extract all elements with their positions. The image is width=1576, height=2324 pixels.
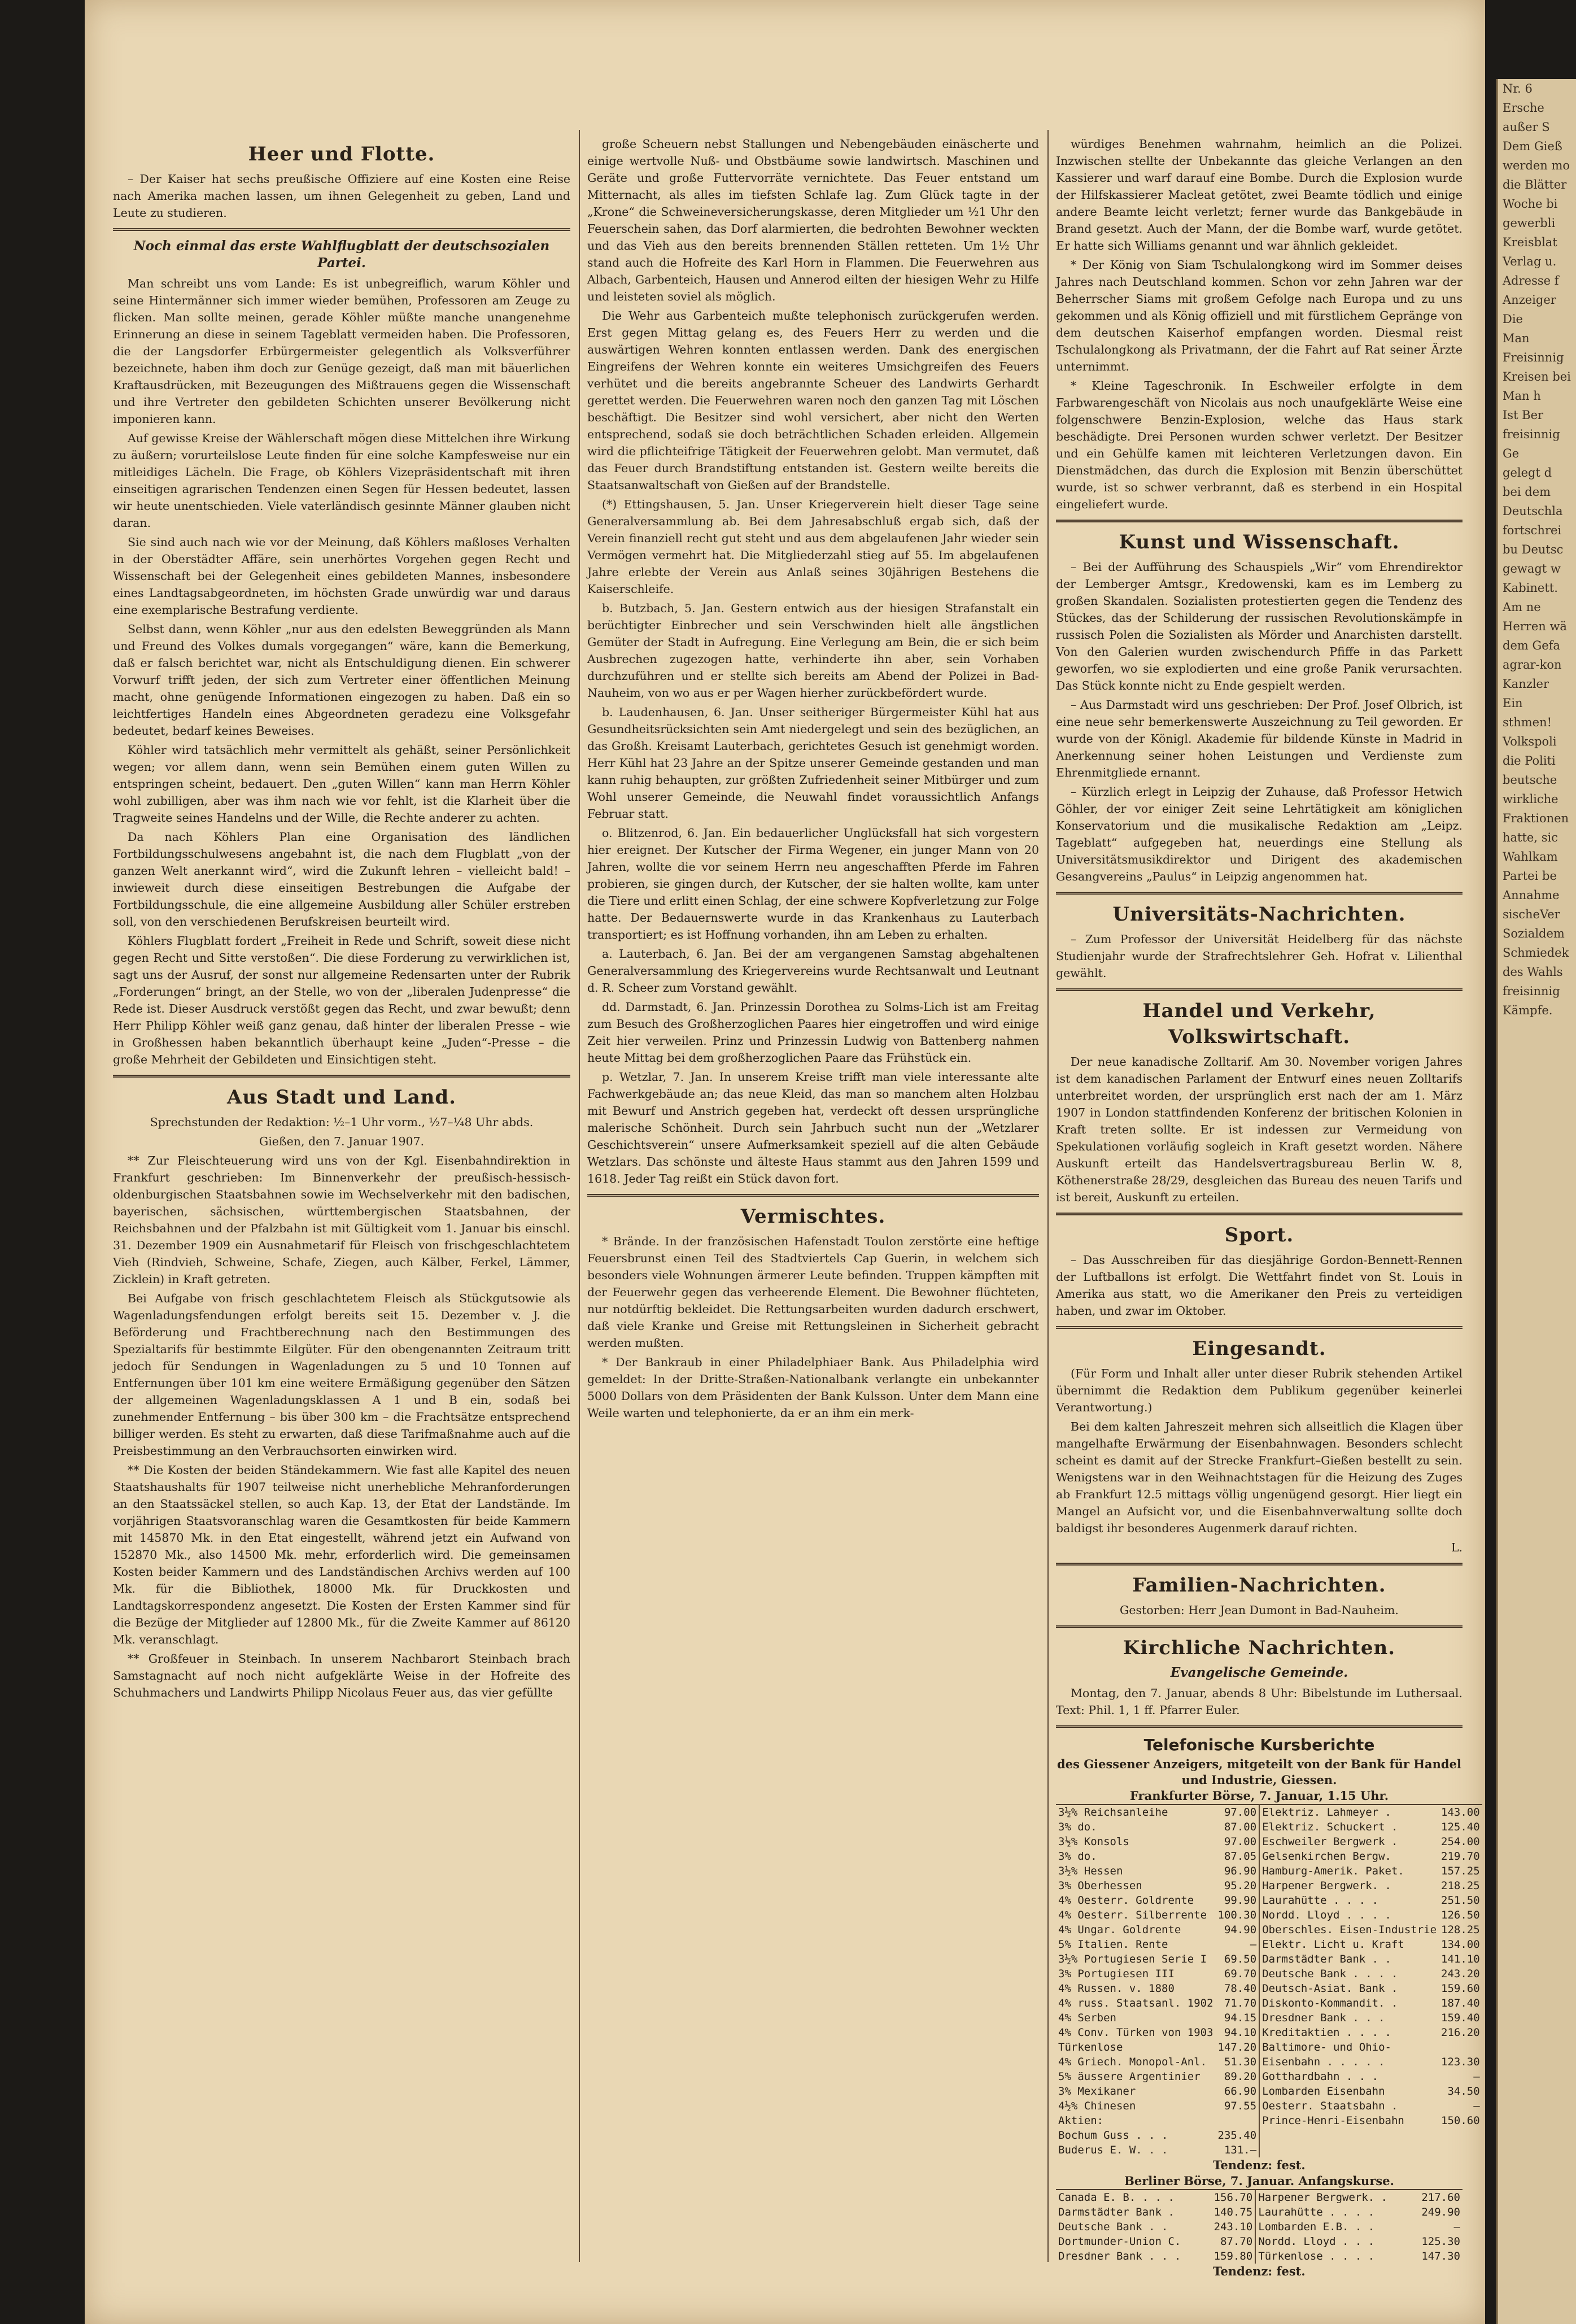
rate-value: 69.50 [1216, 1952, 1260, 1967]
security-name: Darmstädter Bank . . [1262, 1953, 1391, 1965]
security-name: Nordd. Lloyd . . . . [1262, 1909, 1391, 1921]
section-heading-vermischtes: Vermischtes. [740, 1205, 886, 1228]
security-name: 4½% Chinesen [1058, 2100, 1136, 2112]
security-name: Dresdner Bank . . . [1262, 2012, 1385, 2024]
security-name: 4% Russen. v. 1880 [1058, 1982, 1175, 1995]
security-name: Nordd. Lloyd . . . [1258, 2235, 1375, 2248]
strip-fragment: Man [1503, 332, 1530, 345]
security-name: 4% Oesterr. Goldrente [1058, 1894, 1194, 1907]
strip-fragment: Nr. 6 [1503, 82, 1533, 95]
divider [1056, 1326, 1463, 1329]
security-name: Eisenbahn . . . . . [1262, 2056, 1385, 2068]
rate-value: 159.40 [1441, 2012, 1480, 2024]
strip-fragment: Verlag u. [1503, 255, 1557, 268]
security-name: Buderus E. W. . . [1058, 2144, 1168, 2156]
paragraph: * Der König von Siam Tschulalongkong wird im Sommer deises Jahres nach Deutschland kommen. Schon vor zehn Jahren war der Beherrscher Siams mit großem Gefolge nach Europa und zu uns gekommen und als König offiziell und mit fürstlichem Gepränge von dem deutschen Kaiserhof empfangen worden. Diesmal reist Tschulalongkong als Privatmann, der die Fahrt auf Rat seiner Ärzte unternimmt. [1056, 258, 1463, 373]
rate-value: 95.20 [1216, 1878, 1260, 1893]
strip-fragment: Deutschla [1503, 504, 1563, 518]
rate-value: 150.60 [1441, 2114, 1480, 2127]
column-2 [587, 136, 1039, 2256]
security-name [1259, 2128, 1439, 2143]
security-name: Darmstädter Bank . [1058, 2206, 1175, 2218]
paragraph: Sie sind auch nach wie vor der Meinung, daß Köhlers maßloses Verhalten in der Oberstädter Affäre, sein unerhörtes Vorgehen gegen Recht und Wissenschaft bei der Gelegenheit eines gebildeten Mannes, insbesondere eines Landtagsabgeordneten, im höchsten Grade unwürdig war und daraus eine exemplarische Bestrafung verdiente. [113, 535, 570, 617]
rate-value: 159.80 [1204, 2249, 1256, 2264]
rate-row [1056, 1849, 1482, 1864]
security-name: Oberschles. Eisen-Industrie [1262, 1924, 1437, 1936]
rate-value: 97.00 [1216, 1804, 1260, 1820]
strip-fragment: die Politi [1503, 754, 1556, 768]
strip-fragment: Ein [1503, 696, 1523, 710]
paragraph: Die Wehr aus Garbenteich mußte telephonisch zurückgerufen werden. Erst gegen Mittag gelang es, des Feuers Herr zu werden und die auswärtigen Wehren konnten entlassen werden. Dank des energischen Eingreifens der Wehren konnte ein weiteres Umsichgreifen des Feuers verhütet und die bereits angebrannte Scheuer des Landwirts Gerhardt gerettet werden. Die Feuerwehren waren noch den ganzen Tag mit Löschen beschäftigt. Die Besitzer sind wohl versichert, aber nicht den Werten entsprechend, sodaß sie doch beträchtlichen Schaden erleiden. Allgemein wird die pflichteifrige Tätigkeit der Feuerwehren gelobt. Man vermutet, daß das Feuer durch Brandstiftung entstanden ist. Gestern weilte bereits die Staatsanwaltschaft von Gießen auf der Brandstelle. [587, 309, 1039, 492]
strip-fragment: werden mo [1503, 159, 1570, 172]
berlin-tendenz: Tendenz: fest. [1213, 2264, 1306, 2278]
strip-fragment: gewagt w [1503, 562, 1561, 575]
paragraph: ** Zur Fleischteuerung wird uns von der Kgl. Eisenbahndirektion in Frankfurt geschrieben: Im Binnenverkehr der preußisch-hessisch-oldenburgischen Staatsbahnen sowie im Wechselverkehr mit den badischen, bayerischen, sächsischen, württembergischen Staatsbahnen, der Reichsbahnen und der Pfalzbahn ist mit Gültigkeit vom 1. Januar bis einschl. 31. Dezember 1909 ein Ausnahmetarif für Fleisch von frischgeschlachtetem Vieh (Rindvieh, Schweine, Schafe, Ziegen, auch Kälber, Ferkel, Lämmer, Zicklein) in Kraft getreten. [113, 1154, 570, 1286]
strip-fragment: Ersche [1503, 101, 1544, 115]
rate-row [1056, 2205, 1463, 2220]
rate-value: 140.75 [1204, 2205, 1256, 2220]
paragraph: Selbst dann, wenn Köhler „nur aus den edelsten Beweggründen als Mann und Freund des Volkes dumals vorgegangen“ wäre, kann die Bemerkung, daß er falsch berichtet war, nicht als Entschuldigung dienen. Ein schwerer Vorwurf trifft jeden, der sich zum Vertreter einer öffentlichen Meinung macht, ohne genügende Informationen eingezogen zu haben. Daß ein so leichtfertiges Handeln eines Abgeordneten geradezu eine Volksgefahr bedeutet, bedarf keines Beweises. [113, 622, 570, 738]
security-name: 3% do. [1058, 1821, 1097, 1833]
rate-row [1056, 1834, 1482, 1849]
rate-value: 147.30 [1421, 2250, 1460, 2262]
security-name: Dresdner Bank . . . [1058, 2250, 1181, 2262]
rate-value: 143.00 [1441, 1806, 1480, 1819]
divider [1056, 1563, 1463, 1566]
strip-fragment: Schmiedek [1503, 946, 1569, 960]
strip-fragment: Ist Ber [1503, 408, 1544, 422]
rate-value: 97.55 [1216, 2099, 1260, 2113]
rate-value: 216.20 [1441, 2026, 1480, 2039]
column-rule [1047, 130, 1049, 2262]
divider [1056, 1625, 1463, 1628]
office-hours: Sprechstunden der Redaktion: ½–1 Uhr vorm., ½7–¼8 Uhr abds. [150, 1115, 534, 1129]
rate-row [1056, 2143, 1482, 2157]
strip-fragment: Man h [1503, 389, 1541, 403]
rate-value: 131.— [1216, 2143, 1260, 2157]
frankfurt-header: Frankfurter Börse, 7. Januar, 1.15 Uhr. [1129, 1789, 1389, 1803]
article-heading-wahl: Noch einmal das erste Wahlflugblatt der deutschsozialen Partei. [133, 238, 550, 271]
section-heading-familien: Familien-Nachrichten. [1132, 1574, 1386, 1597]
frankfurt-tendenz: Tendenz: fest. [1213, 2158, 1306, 2172]
paragraph: dd. Darmstadt, 6. Jan. Prinzessin Dorothea zu Solms-Lich ist am Freitag zum Besuch des Großherzoglichen Paares hier eingetroffen und wird einige Zeit hier verweilen. Prinz und Prinzessin Ludwig von Battenberg nahmen heute Mittag bei dem großherzoglichen Paare das Frühstück ein. [587, 1000, 1039, 1065]
security-name: Türkenlose . . . . [1258, 2250, 1375, 2262]
rate-value: 187.40 [1441, 1997, 1480, 2009]
security-name: Deutsch-Asiat. Bank . [1262, 1982, 1398, 1995]
rate-value: 99.90 [1216, 1893, 1260, 1908]
section-heading-eingesandt: Eingesandt. [1192, 1337, 1326, 1360]
security-name [1259, 2143, 1439, 2157]
rate-row [1056, 2011, 1482, 2025]
strip-fragment: außer S [1503, 120, 1550, 134]
rate-value: 97.00 [1216, 1834, 1260, 1849]
divider [113, 228, 570, 231]
paragraph: – Aus Darmstadt wird uns geschrieben: Der Prof. Josef Olbrich, ist eine neue sehr bemerkenswerte Auszeichnung zu Teil geworden. Er wurde von der Königl. Akademie für bildende Künste in Madrid in Anerkennung seiner hohen Leistungen und Verdienste zum Ehrenmitgliede ernannt. [1056, 698, 1463, 779]
market-report-title: Telefonische Kursberichte [1143, 1736, 1375, 1754]
security-name: Dortmunder-Union C. [1058, 2235, 1181, 2248]
security-name: Hamburg-Amerik. Paket. [1262, 1865, 1404, 1877]
rate-row [1056, 1937, 1482, 1952]
section-heading-handel: Handel und Verkehr, Volkswirtschaft. [1142, 1000, 1376, 1048]
rate-row [1056, 1820, 1482, 1834]
divider [1056, 520, 1463, 522]
section-heading-kirchliche: Kirchliche Nachrichten. [1123, 1637, 1396, 1659]
rate-row [1056, 1893, 1482, 1908]
security-name: 5% Italien. Rente [1058, 1938, 1168, 1951]
strip-fragment: sthmen! [1503, 716, 1552, 729]
strip-fragment: Wahlkam [1503, 850, 1558, 864]
security-name: Elektriz. Lahmeyer . [1262, 1806, 1391, 1819]
security-name: Harpener Bergwerk. . [1258, 2191, 1388, 2204]
security-name: 3½% Konsols [1058, 1835, 1129, 1848]
rate-row [1056, 1996, 1482, 2011]
security-name: Baltimore- und Ohio- [1262, 2041, 1391, 2053]
editorial-note: (Für Form und Inhalt aller unter dieser Rubrik stehenden Artikel übernimmt die Redaktion dem Publikum gegenüber keinerlei Verantwortung.) [1056, 1367, 1463, 1414]
column-1 [113, 136, 570, 2256]
security-name: 4% russ. Staatsanl. 1902 [1058, 1997, 1213, 2009]
rate-value: 235.40 [1216, 2128, 1260, 2143]
paragraph: Bei Aufgabe von frisch geschlachtetem Fleisch als Stückgutsowie als Wagenladungsfendungen erfolgt bereits seit 15. Dezember v. J. die Beförderung und Frachtberechnung nach den Bestimmungen des Spezialtarifs für bestimmte Eilgüter. Für den obengenannten Zeitraum tritt jedoch für Sendungen in Wagenladungen zu 5 und 10 Tonnen auf Entfernungen über 101 km eine weitere Ermäßigung gegenüber den Sätzen der allgemeinen Wagenladungsklassen A 1 und B ein, sodaß bei zunehmender Entfernung – bis über 300 km – die Frachtsätze entsprechend billiger werden. Es steht zu erwarten, daß diese Tarifmaßnahme auch auf die Preisbestimmung an den Verbrauchsorten einwirken wird. [113, 1292, 570, 1458]
rate-value: — [1473, 2070, 1480, 2083]
security-name: 4% Oesterr. Silberrente [1058, 1909, 1207, 1921]
security-name: Harpener Bergwerk. . [1262, 1880, 1391, 1892]
strip-fragment: wirkliche [1503, 792, 1558, 806]
rate-value: 218.25 [1441, 1880, 1480, 1892]
paragraph: Der neue kanadische Zolltarif. Am 30. November vorigen Jahres ist dem kanadischen Parlament der Entwurf eines neuen Zolltarifs unterbreitet worden, der ursprünglich erst nach der am 1. März 1907 in London stattfindenden Konferenz der britischen Kolonien in Kraft treten sollte. Er ist indessen zur Vermeidung von Spekulationen vorläufig sogleich in Kraft gesetzt worden. Nähere Auskunft erteilt das Handelsvertragsbureau Berlin W. 8, Köthenerstraße 28/29, desgleichen das Bureau des neuen Tarifs und ist bereit, Auskunft zu erteilen. [1056, 1055, 1463, 1204]
rate-value: 96.90 [1216, 1864, 1260, 1878]
rate-row [1056, 1981, 1482, 1996]
security-name: 3% Oberhessen [1058, 1880, 1142, 1892]
paragraph: o. Blitzenrod, 6. Jan. Ein bedauerlicher Unglücksfall hat sich vorgestern hier ereignet. Der Kutscher der Firma Wegener, ein junger Mann von 20 Jahren, wollte die vor seinem Herrn neu angeschafften Pferde im Fahren probieren, sie gingen durch, der Kutscher, der sie halten wollte, kam unter die Tiere und erlitt einen Schlag, der eine schwere Kopfverletzung zur Folge hatte. Der Bedauernswerte wurde in das Krankenhaus zu Lauterbach transportiert; es ist Hoffnung vorhanden, ihn am Leben zu erhalten. [587, 826, 1039, 941]
rate-row [1056, 2249, 1463, 2264]
rate-value: 69.70 [1216, 1967, 1260, 1981]
rate-row [1056, 2099, 1482, 2113]
security-name: Oesterr. Staatsbahn . [1262, 2100, 1398, 2112]
strip-fragment: Kabinett. [1503, 581, 1558, 595]
rate-value [1439, 2143, 1482, 2157]
strip-fragment: beutsche [1503, 773, 1557, 787]
paragraph: Gestorben: Herr Jean Dumont in Bad-Nauheim. [1120, 1603, 1399, 1617]
paragraph: Bei dem kalten Jahreszeit mehren sich allseitlich die Klagen über mangelhafte Erwärmung der Eisenbahnwagen. Besonders schlecht scheint es damit auf der Strecke Frankfurt–Gießen bestellt zu sein. Wenigstens war in den Weihnachtstagen für die Heizung des Zuges ab Frankfurt 12.5 mittags völlig ungenügend gesorgt. Hier liegt ein Mangel an Aufsicht vor, und die Eisenbahnverwaltung sollte doch baldigst ihr besonderes Augenmerk darauf richten. [1056, 1420, 1463, 1535]
rate-value: 94.10 [1216, 2025, 1260, 2040]
security-name: Kreditaktien . . . . [1262, 2026, 1391, 2039]
paragraph: ** Großfeuer in Steinbach. In unserem Nachbarort Steinbach brach Samstagnacht auf noch nicht aufgeklärte Weise in der Hofreite des Schuhmachers und Landwirts Philipp Nicolaus Feuer aus, das vier gefüllte [113, 1652, 570, 1699]
security-name: 3½% Reichsanleihe [1058, 1806, 1168, 1819]
rate-value: 249.90 [1421, 2206, 1460, 2218]
adjacent-page-strip [1496, 79, 1576, 2324]
security-name: 5% äussere Argentinier [1058, 2070, 1200, 2083]
rate-value: 134.00 [1441, 1938, 1480, 1951]
rate-value: 251.50 [1441, 1894, 1480, 1907]
divider [1056, 892, 1463, 895]
rate-value: 126.50 [1441, 1909, 1480, 1921]
rate-value: 78.40 [1216, 1981, 1260, 1996]
rate-value: 87.05 [1216, 1849, 1260, 1864]
strip-fragment: Kreisen bei [1503, 370, 1571, 383]
subheading-gemeinde: Evangelische Gemeinde. [1170, 1665, 1348, 1680]
paragraph: würdiges Benehmen wahrnahm, heimlich an die Polizei. Inzwischen stellte der Unbekannte das gleiche Verlangen an den Kassierer und warf darauf eine Bombe. Durch die Explosion wurde der Hilfskassierer Macleat getötet, zwei Beamte tödlich und einige andere Beamte leicht verletzt; ferner wurde das Bankgebäude in Brand gesetzt. Auch der Mann, der die Bombe warf, wurde getötet. Er hatte sich Williams genannt und war ähnlich gekleidet. [1056, 137, 1463, 252]
rate-row [1056, 2234, 1463, 2249]
rate-row [1056, 1804, 1482, 1820]
strip-fragment: Freisinnig [1503, 351, 1564, 364]
security-name: 4% Griech. Monopol-Anl. [1058, 2056, 1207, 2068]
rate-value [1439, 2040, 1482, 2055]
security-name: 3% Mexikaner [1058, 2085, 1136, 2098]
security-name: Deutsche Bank . . [1058, 2221, 1168, 2233]
signature: L. [1451, 1541, 1463, 1554]
paragraph: große Scheuern nebst Stallungen und Nebengebäuden einäscherte und einige wertvolle Nuß- und Obstbäume sowie landwirtsch. Maschinen und Geräte und große Futtervorräte vernichtete. Das Feuer entstand um Mitternacht, als alles im tiefsten Schlafe lag. Zum Glück tagte in der „Krone“ die Schweineversicherungskasse, deren Mitglieder um ½1 Uhr den Feuerschein sahen, das Dorf alarmierten, die bedrohten Bewohner weckten und das Vieh aus den bereits brennenden Ställen retteten. Um 1½ Uhr stand auch die Hofreite des Karl Horn in Flammen. Die Feuerwehren aus Albach, Garbenteich, Hausen und Annerod eilten der hiesigen Wehr zu Hilfe und leisteten soviel als möglich. [587, 137, 1039, 303]
rate-value: 141.10 [1441, 1953, 1480, 1965]
section-heading-universitaet: Universitäts-Nachrichten. [1112, 903, 1406, 926]
rate-row [1056, 1864, 1482, 1878]
frankfurt-rates-table [1056, 1804, 1482, 2157]
rate-value [1439, 2128, 1482, 2143]
rate-value: 123.30 [1441, 2056, 1480, 2068]
paragraph: Köhler wird tatsächlich mehr vermittelt als gehäßt, seiner Persönlichkeit wegen; vor allem dann, wenn sein Bemühen einem guten Willen zu entspringen scheint, bedauert. Den „guten Willen“ kann man Herrn Köhler wohl zubilligen, aber was ihm nach wie vor fehlt, ist die Klarheit über die Tragweite seines Handelns und der Wille, die Rechte anderer zu achten. [113, 743, 570, 825]
rate-value: — [1473, 2100, 1480, 2112]
strip-fragment: gewerbli [1503, 216, 1556, 230]
security-name: Deutsche Bank . . . . [1262, 1968, 1398, 1980]
rate-row [1056, 2084, 1482, 2099]
paragraph: Auf gewisse Kreise der Wählerschaft mögen diese Mittelchen ihre Wirkung zu äußern; vorurteilslose Leute finden für eine solche Kampfesweise nur ein mitleidiges Lächeln. Die Frage, ob Köhlers Vizepräsidentschaft mit ihren einseitigen agrarischen Tendenzen einen Segen für Hessen bedeutet, lassen wir heute unentschieden. Viele vaterländisch gesinnte Männer glauben nicht daran. [113, 431, 570, 530]
strip-fragment: dem Gefa [1503, 639, 1560, 652]
rate-value: 243.20 [1441, 1968, 1480, 1980]
rate-value: — [1216, 1937, 1260, 1952]
security-name: Lombarden E.B. . . [1258, 2221, 1375, 2233]
rate-value: 254.00 [1441, 1835, 1480, 1848]
rate-value: 128.25 [1441, 1924, 1480, 1936]
wahl-article [113, 275, 570, 1068]
rate-row [1056, 2190, 1463, 2205]
paragraph: Man schreibt uns vom Lande: Es ist unbegreiflich, warum Köhler und seine Hintermänner sich immer wieder bemühen, Professoren am Zeuge zu flicken. Man sollte meinen, gerade Köhler müßte manche unangenehme Erinnerung an diese in seinem Tageblatt vermeiden haben. Die Professoren, die der Langsdorfer Erbürgermeister gelegentlich als Volksverführer bezeichnete, haben ihm doch zur Genüge gezeigt, daß man mit bäuerlichen Kraftausdrücken, mit Bezeugungen des Mißtrauens gegen die Wissenschaft und ihre Vertreter den gebildeten Schichten unserer Bevölkerung nicht imponieren kann. [113, 277, 570, 426]
divider [1056, 1725, 1463, 1728]
rate-value: 159.60 [1441, 1982, 1480, 1995]
strip-fragment: Adresse f [1503, 274, 1559, 287]
strip-fragment: die Blätter [1503, 178, 1567, 191]
paragraph: ** Die Kosten der beiden Ständekammern. Wie fast alle Kapitel des neuen Staatshaushalts für 1907 teilweise nicht unerhebliche Mehranforderungen an den Staatssäckel stellen, so auch Kap. 13, der Etat der Landstände. Im vorjährigen Staatsvoranschlag waren die Gesamtkosten für beide Kammern mit 145870 Mk. in den Etat eingestellt, während jetzt ein Aufwand von 152870 Mk., also 14500 Mk. mehr, erforderlich wird. Die gemeinsamen Kosten beider Kammern und des Landständischen Archivs werden auf 100 Mk. für die Bibliothek, 18000 Mk. für Druckkosten und Landtagskorrespondenz angesetzt. Die Kosten der Ersten Kammer sind für die Bezüge der Mitglieder auf 12800 Mk., für die Zweite Kammer auf 86120 Mk. veranschlagt. [113, 1463, 570, 1646]
rate-row [1056, 2040, 1482, 2055]
paragraph: – Das Ausschreiben für das diesjährige Gordon-Bennett-Rennen der Luftballons ist erfolgt. Die Wettfahrt findet von St. Louis in Amerika aus statt, wo die Amerikaner den Preis zu verteidigen haben, und zwar im Oktober. [1056, 1253, 1463, 1318]
strip-fragment: Kämpfe. [1503, 1004, 1553, 1017]
security-name: Laurahütte . . . . [1262, 1894, 1379, 1907]
strip-fragment: Ge [1503, 447, 1520, 460]
strip-fragment: Herren wä [1503, 620, 1567, 633]
rate-value: 34.50 [1447, 2085, 1480, 2098]
divider [1056, 1213, 1463, 1215]
security-name: 4% Ungar. Goldrente [1058, 1924, 1181, 1936]
paragraph: – Bei der Aufführung des Schauspiels „Wir“ vom Ehrendirektor der Lemberger Amtsgr., Kredowenski, kam es im Lemberg zu großen Skandalen. Sozialisten protestierten gegen die Tendenz des Stückes, das der Schilderung der russischen Revolutionskämpfe in russisch Polen die Sozialisten als Mörder und Anarchisten darstellt. Von den Galerien wurden zwischendurch Pfiffe in das Parkett geworfen, wo sie explodierten und eine große Panik verursachten. Das Stück konnte nicht zu Ende gespielt werden. [1056, 560, 1463, 692]
paragraph: p. Wetzlar, 7. Jan. In unserem Kreise trifft man viele interessante alte Fachwerkgebäude an; das neue Kleid, das man so manchem alten Holzbau mit Bewurf und Anstrich gegeben hat, verdeckt oft dessen ursprüngliche malerische Schönheit. Durch sein Jahrbuch sucht nun der „Wetzlarer Geschichtsverein“ unsere Aufmerksamkeit speziell auf die alten Gebäude Wetzlars. Das schönste und älteste Haus stammt aus den Jahren 1599 und 1618. Jeder Tag reißt ein Stück davon fort. [587, 1070, 1039, 1185]
rate-row [1056, 2055, 1482, 2069]
rate-value: 89.20 [1216, 2069, 1260, 2084]
divider [587, 1194, 1039, 1197]
rate-value: 147.20 [1216, 2040, 1260, 2055]
berlin-rates-table [1056, 2189, 1463, 2264]
strip-fragment: Partei be [1503, 869, 1557, 883]
column-rule [579, 130, 580, 2262]
security-name: Aktien: [1058, 2114, 1104, 2127]
rate-value: 125.40 [1441, 1821, 1480, 1833]
rate-row [1056, 2128, 1482, 2143]
strip-fragment: des Wahls [1503, 965, 1563, 979]
paragraph: b. Laudenhausen, 6. Jan. Unser seitheriger Bürgermeister Kühl hat aus Gesundheitsrücksichten sein Amt niedergelegt und sein des bezüglichen, an das Großh. Kreisamt Lauterbach, gerichtetes Gesuch ist genehmigt worden. Herr Kühl hat 23 Jahre an der Spitze unserer Gemeinde gestanden und man kann ruhig behaupten, zur größten Zufriedenheit seiner Mitbürger und zum Wohl unserer Gemeinde, die Neuwahl findet voraussichtlich Anfangs Februar statt. [587, 705, 1039, 821]
security-name: Türkenlose [1058, 2041, 1123, 2053]
rate-row [1056, 1908, 1482, 1922]
strip-fragment: hatte, sic [1503, 831, 1558, 844]
strip-fragment: gelegt d [1503, 466, 1552, 479]
rate-value: 157.25 [1441, 1865, 1480, 1877]
paragraph: * Der Bankraub in einer Philadelphiaer Bank. Aus Philadelphia wird gemeldet: In der Dritte-Straßen-Nationalbank verlangte ein unbekannter 5000 Dollars von dem Präsidenten der Bank Kulsson. Unter dem Mann eine Weile warten und telephonierte, da er an ihm ein merk- [587, 1355, 1039, 1420]
strip-fragment: sischeVer [1503, 908, 1560, 921]
paragraph: – Zum Professor der Universität Heidelberg für das nächste Studienjahr wurde der Strafrechtslehrer Geh. Hofrat v. Lilienthal gewählt. [1056, 932, 1463, 980]
rate-value [1216, 2113, 1260, 2128]
rate-row [1056, 2069, 1482, 2084]
rate-value: 94.15 [1216, 2011, 1260, 2025]
strip-fragment: bu Deutsc [1503, 543, 1564, 556]
paragraph: Köhlers Flugblatt fordert „Freiheit in Rede und Schrift, soweit diese nicht gegen Recht und Sitte verstoßen“. Die diese Forderung zu verwirklichen ist, sagt uns der Ausruf, der sonst nur allgemeine Redensarten unter der Rubrik „Forderungen“ bringt, an der Stelle, wo von der „liberalen Judenpresse“ die Rede ist. Dieser Ausdruck verstößt gegen das Recht, und zwar bewußt; denn Herr Philipp Köhler weiß ganz genau, daß hinter der liberalen Presse – wie in Großhessen haben bekanntlich überhaupt keine „Juden“-Presse – die große Mehrheit der Gebildeten und Einsichtigen steht. [113, 934, 570, 1066]
security-name: Elektr. Licht u. Kraft [1262, 1938, 1404, 1951]
divider [113, 1075, 570, 1078]
divider [1056, 988, 1463, 991]
rate-row [1056, 1967, 1482, 1981]
security-name: Eschweiler Bergwerk . [1262, 1835, 1398, 1848]
security-name: 3% do. [1058, 1850, 1097, 1863]
strip-fragment: Die [1503, 312, 1523, 326]
rate-row [1056, 1922, 1482, 1937]
strip-fragment: Annahme [1503, 888, 1560, 902]
section-heading-heer: Heer und Flotte. [248, 143, 435, 165]
berlin-header: Berliner Börse, 7. Januar. Anfangskurse. [1124, 2174, 1394, 2188]
security-name: Lombarden Eisenbahn [1262, 2085, 1385, 2098]
strip-fragment: Am ne [1503, 600, 1541, 614]
rate-value: 94.90 [1216, 1922, 1260, 1937]
rate-value: 51.30 [1216, 2055, 1260, 2069]
rate-row [1056, 2113, 1482, 2128]
rate-row [1056, 2220, 1463, 2234]
rate-value: 243.10 [1204, 2220, 1256, 2234]
paragraph: a. Lauterbach, 6. Jan. Bei der am vergangenen Samstag abgehaltenen Generalversammlung des Kriegervereins wurde Rechtsanwalt und Leutnant d. R. Scheer zum Vorstand gewählt. [587, 947, 1039, 995]
section-heading-kunst: Kunst und Wissenschaft. [1119, 531, 1400, 553]
paragraph: * Kleine Tageschronik. In Eschweiler erfolgte in dem Farbwarengeschäft von Nicolais aus noch unaufgeklärte Weise eine folgenschwere Benzin-Explosion, welche das Haus stark beschädigte. Drei Personen wurden schwer verletzt. Der Besitzer und ein Gehülfe kamen mit leichteren Verletzungen davon. Ein Dienstmädchen, das durch die Explosion mit Benzin überschüttet wurde, ist so schwer verbrannt, daß es sterbend in ein Hospital eingeliefert wurde. [1056, 379, 1463, 511]
security-name: 4% Conv. Türken von 1903 [1058, 2026, 1213, 2039]
strip-fragment: agrar-kon [1503, 658, 1562, 672]
paragraph: b. Butzbach, 5. Jan. Gestern entwich aus der hiesigen Strafanstalt ein berüchtigter Einbrecher und sein Verschwinden hielt alle ängstlichen Gemüter der Stadt in Aufregung. Eine Verlegung am Bein, die er sich beim Ausbrechen zugezogen hatte, verhinderte ihn aber, sein Vorhaben durchzuführen und er stellte sich bereits am Abend der Polizei in Bad-Nauheim, von wo aus er per Wagen hierher zurückbefördert wurde. [587, 601, 1039, 700]
section-heading-stadt: Aus Stadt und Land. [227, 1086, 456, 1109]
rate-value: 87.70 [1204, 2234, 1256, 2249]
rate-value: 100.30 [1216, 1908, 1260, 1922]
security-name: Bochum Guss . . . [1058, 2129, 1168, 2142]
rate-value: 156.70 [1204, 2190, 1256, 2205]
market-report-subtitle: des Giessener Anzeigers, mitgeteilt von der Bank für Handel und Industrie, Giessen. [1057, 1757, 1461, 1787]
strip-fragment: Anzeiger [1503, 293, 1556, 307]
heer-text: – Der Kaiser hat sechs preußische Offiziere auf eine Kosten eine Reise nach Amerika machen lassen, um ihnen Gelegenheit zu geben, Land und Leute zu studieren. [113, 172, 570, 220]
security-name: 4% Serben [1058, 2012, 1116, 2024]
section-heading-sport: Sport. [1224, 1224, 1294, 1246]
rate-value: 219.70 [1441, 1850, 1480, 1863]
rate-value: 71.70 [1216, 1996, 1260, 2011]
rate-value: 66.90 [1216, 2084, 1260, 2099]
rate-value: 87.00 [1216, 1820, 1260, 1834]
paragraph: – Kürzlich erlegt in Leipzig der Zuhause, daß Professor Hetwich Göhler, der vor einiger Zeit seine Lehrtätigkeit am königlichen Konservatorium und die musikalische Redaktion am „Leipz. Tageblatt“ aufgegeben hat, neuerdings eine Stellung als Universitätsmusikdirektor und Dirigent des akademischen Gesangvereins „Paulus“ in Leipzig angenommen hat. [1056, 785, 1463, 883]
security-name: Diskonto-Kommandit. . [1262, 1997, 1398, 2009]
security-name: Prince-Henri-Eisenbahn [1262, 2114, 1404, 2127]
rate-value: 125.30 [1421, 2235, 1460, 2248]
security-name: Canada E. B. . . . [1058, 2191, 1175, 2204]
rate-row [1056, 2025, 1482, 2040]
strip-fragment: freisinnig [1503, 428, 1560, 441]
paragraph: Da nach Köhlers Plan eine Organisation des ländlichen Fortbildungsschulwesens angebahnt ist, die nach dem Flugblatt „von der ganzen Welt anerkannt wird“, wird die Zukunft lehren – vielleicht bald! – inwieweit durch diese einseitigen Bestrebungen die Aufgabe der Fortbildungsschule, die eine allgemeine Ausbildung aller Schüler erstreben soll, von den verschiedenen Berufskreisen beurteilt wird. [113, 830, 570, 928]
strip-fragment: Kreisblat [1503, 236, 1557, 249]
strip-fragment: Dem Gieß [1503, 139, 1562, 153]
security-name: 3½% Hessen [1058, 1865, 1123, 1877]
paragraph: Montag, den 7. Januar, abends 8 Uhr: Bibelstunde im Luthersaal. Text: Phil. 1, 1 ff. Pfarrer Euler. [1056, 1686, 1463, 1717]
strip-fragment: Fraktionen [1503, 812, 1569, 825]
security-name: 3% Portugiesen III [1058, 1968, 1175, 1980]
security-name: Elektriz. Schuckert . [1262, 1821, 1398, 1833]
strip-fragment: Kanzler [1503, 677, 1549, 691]
strip-fragment: Volkspoli [1503, 735, 1557, 748]
security-name: 3½% Portugiesen Serie I [1058, 1953, 1207, 1965]
strip-fragment: bei dem [1503, 485, 1551, 499]
strip-fragment: Sozialdem [1503, 927, 1565, 940]
column-3 [1056, 136, 1480, 2278]
strip-fragment: fortschrei [1503, 524, 1562, 537]
rate-row [1056, 1952, 1482, 1967]
rate-value: — [1453, 2221, 1460, 2233]
security-name: Laurahütte . . . . [1258, 2206, 1375, 2218]
dateline: Gießen, den 7. Januar 1907. [259, 1135, 425, 1148]
strip-fragment: Woche bi [1503, 197, 1558, 211]
rate-value: 217.60 [1421, 2191, 1460, 2204]
paragraph: (*) Ettingshausen, 5. Jan. Unser Kriegerverein hielt dieser Tage seine Generalversammlung ab. Bei dem Jahresabschluß ergab sich, daß der Verein finanziell recht gut steht und aus dem abgelaufenen Jahr wieder sein Vermögen vermehrt hat. Die Mitgliederzahl stieg auf 55. Im abgelaufenen Jahre erlebte der Verein aus Anlaß seines 30jährigen Bestehens die Kaiserschleife. [587, 498, 1039, 596]
security-name: Gelsenkirchen Bergw. [1262, 1850, 1391, 1863]
security-name: Gotthardbahn . . . [1262, 2070, 1379, 2083]
rate-row [1056, 1878, 1482, 1893]
paragraph: * Brände. In der französischen Hafenstadt Toulon zerstörte eine heftige Feuersbrunst einen Teil des Stadtviertels Cap Guerin, in welchem sich besonders viele Wohnungen ärmerer Leute befinden. Truppen kämpften mit der Feuerwehr gegen das verheerende Element. Die Bewohner flüchteten, nur notdürftig bekleidet. Die Rettungsarbeiten wurden dadurch erschwert, daß viele Kranke und Greise mit Rettungsleinen in Sicherheit gebracht werden mußten. [587, 1235, 1039, 1350]
strip-fragment: freisinnig [1503, 984, 1560, 998]
